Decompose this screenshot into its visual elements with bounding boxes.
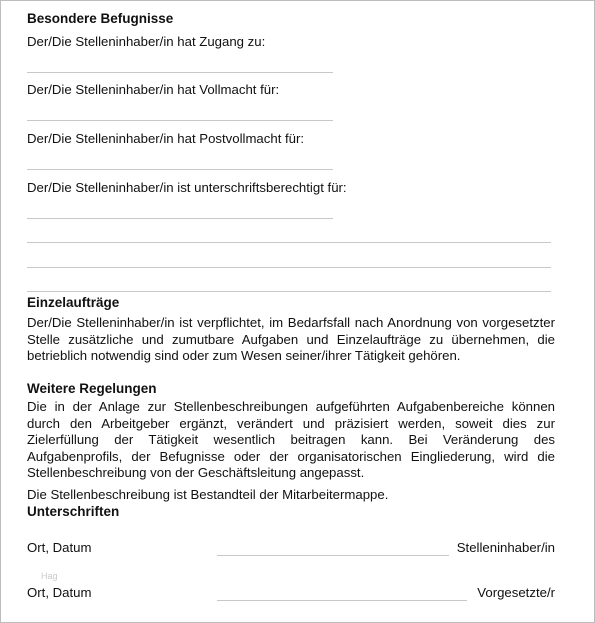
watermark-text: Hag	[41, 571, 58, 581]
vollmacht-label: Der/Die Stelleninhaber/in hat Vollmacht für:	[27, 82, 280, 97]
unterschrift-fill-line-2[interactable]	[27, 242, 551, 243]
vollmacht-fill-line[interactable]	[27, 120, 333, 121]
signature-line-vorgesetzte[interactable]	[217, 600, 467, 601]
zugang-label: Der/Die Stelleninhaber/in hat Zugang zu:	[27, 34, 266, 49]
unterschrift-fill-line[interactable]	[27, 218, 333, 219]
unterschrift-fill-line-4[interactable]	[27, 291, 551, 292]
section-heading-einzelauftraege: Einzelaufträge	[27, 295, 120, 310]
zugang-fill-line[interactable]	[27, 72, 333, 73]
section-heading-regelungen: Weitere Regelungen	[27, 381, 157, 396]
ort-datum-label-2: Ort, Datum	[27, 585, 92, 600]
einzelauftraege-paragraph: Der/Die Stelleninhaber/in ist verpflichtet, im Bedarfsfall nach Anordnung von vorgesetzter Stelle zusätzliche und zumutbare Aufgaben und Einzelaufträge zu übernehmen, die betrieblich notwendig sind oder zum Wesen seiner/ihrer Tätigkeit gehören.	[27, 315, 555, 363]
ort-datum-label-1: Ort, Datum	[27, 540, 92, 555]
section-heading-unterschriften: Unterschriften	[27, 504, 120, 519]
vorgesetzte-label: Vorgesetzte/r	[477, 585, 555, 600]
unterschrift-fill-line-3[interactable]	[27, 267, 551, 268]
bestandteil-text: Die Stellenbeschreibung ist Bestandteil der Mitarbeitermappe.	[27, 487, 389, 502]
unterschrift-label: Der/Die Stelleninhaber/in ist unterschriftsberechtigt für:	[27, 180, 347, 195]
section-heading-befugnisse: Besondere Befugnisse	[27, 11, 174, 26]
signature-line-stelleninhaber[interactable]	[217, 555, 449, 556]
postvollmacht-label: Der/Die Stelleninhaber/in hat Postvollmacht für:	[27, 131, 305, 146]
postvollmacht-fill-line[interactable]	[27, 169, 333, 170]
stelleninhaber-label: Stelleninhaber/in	[456, 540, 555, 555]
regelungen-paragraph: Die in der Anlage zur Stellenbeschreibungen aufgeführten Aufgabenbereiche können durch den Arbeitgeber ergänzt, verändert und präzisiert werden, soweit dies zur Zielerfüllung der Tätigkeit wesentlich beitragen kann. Bei Veränderung des Aufgabenprofils, der Befugnisse oder der organisatorischen Eingliederung, wird die Stellenbeschreibung von der Geschäftsleitung angepasst.	[27, 399, 555, 480]
